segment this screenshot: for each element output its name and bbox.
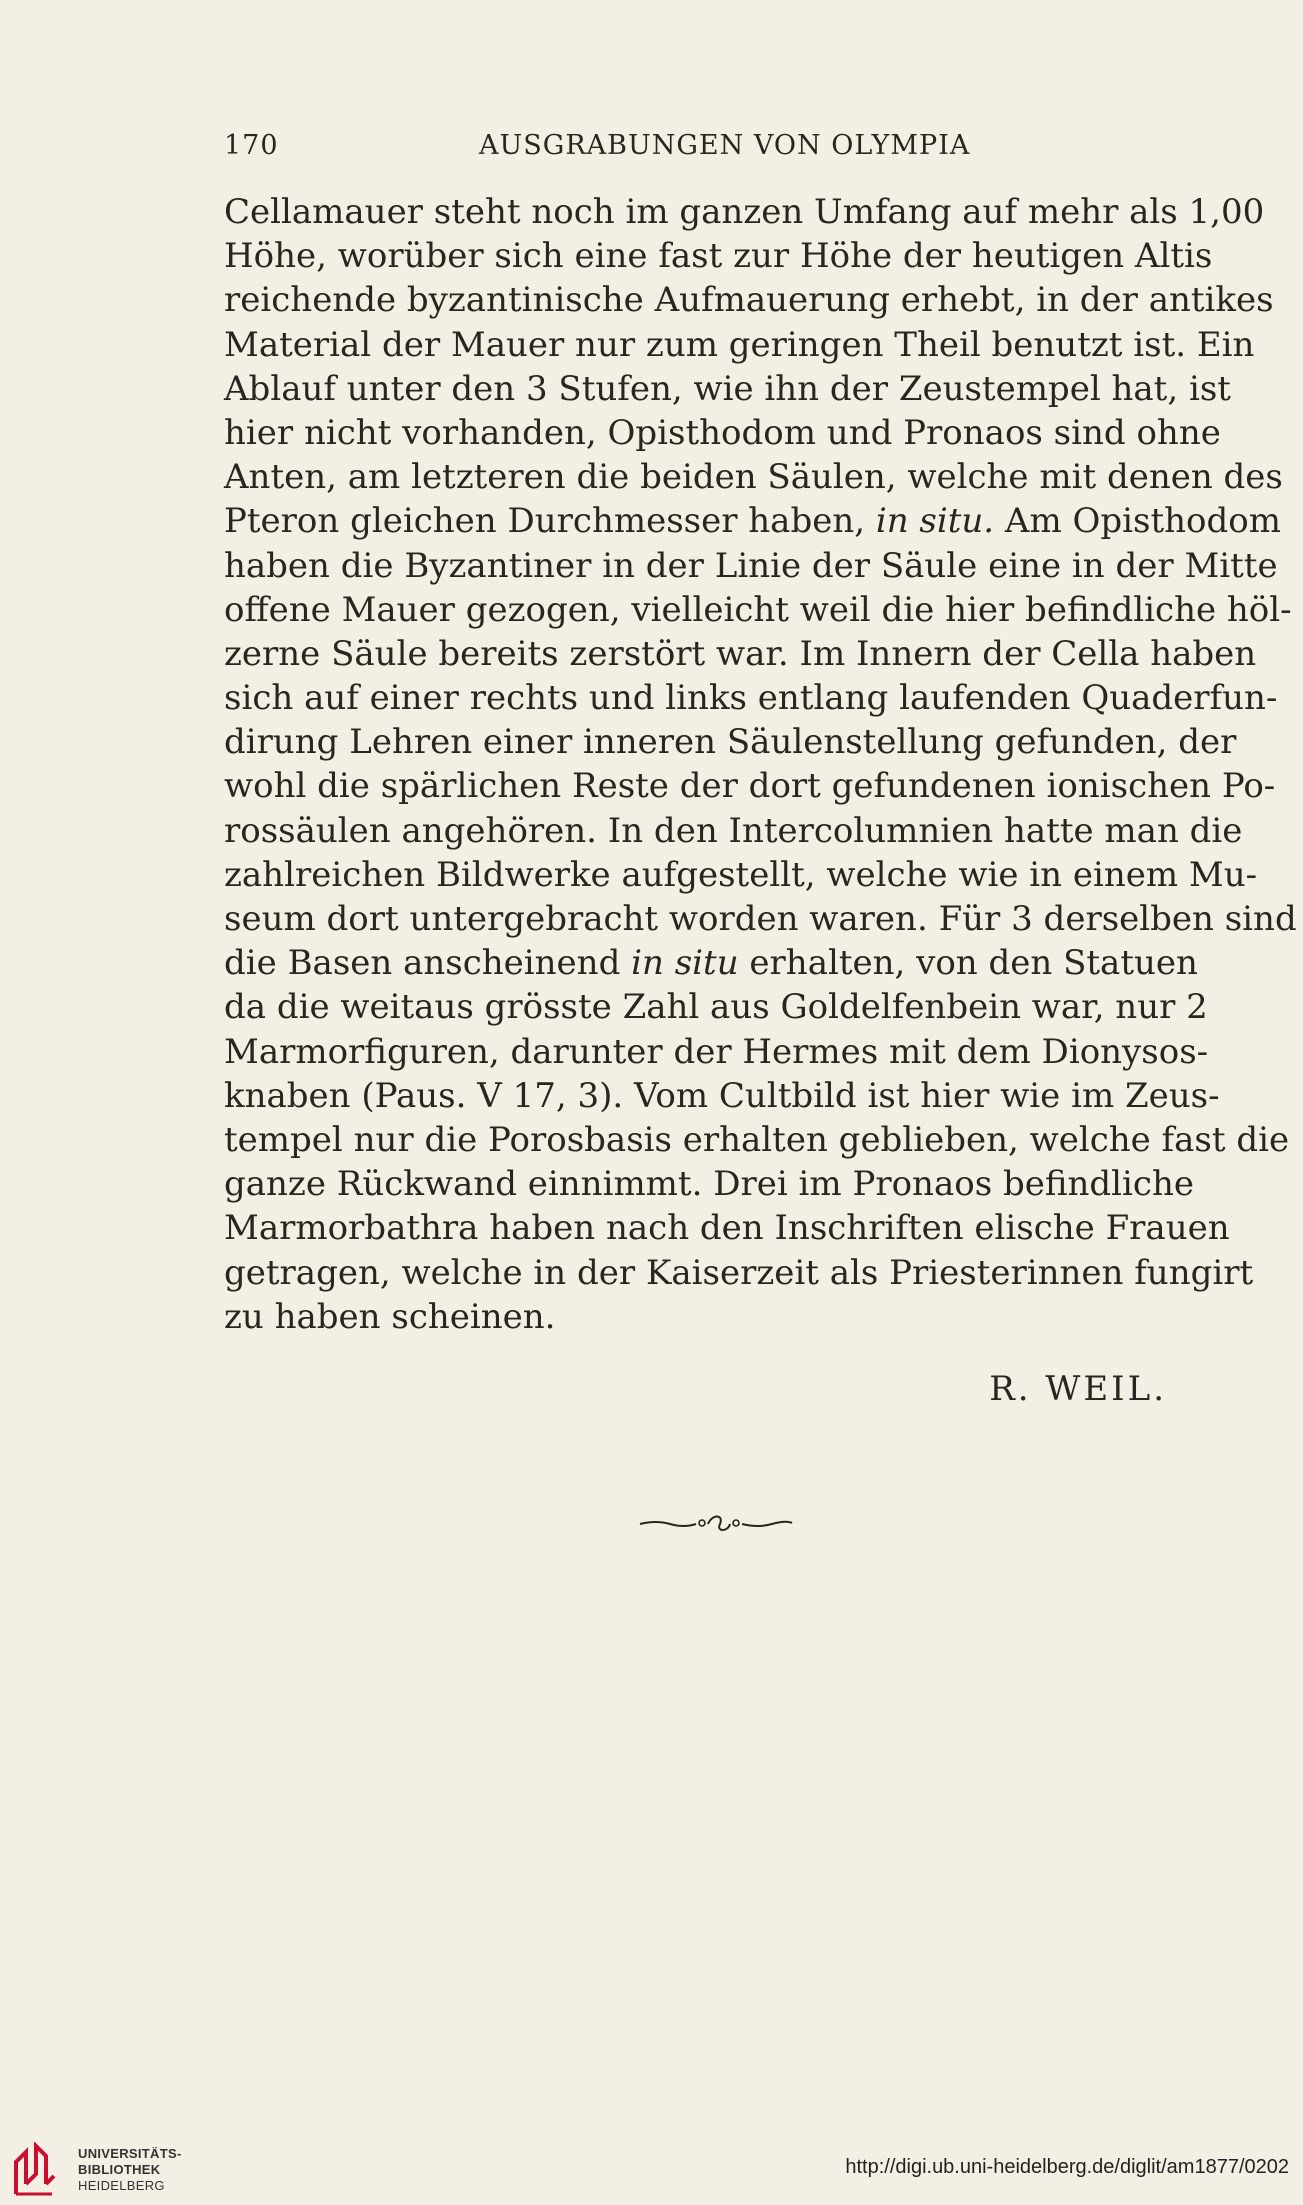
- text-line: Marmorbathra haben nach den Inschriften elische Frauen: [224, 1208, 1230, 1249]
- text-line: rossäulen angehören. In den Intercolumnien hatte man die: [224, 810, 1243, 851]
- text-line: hier nicht vorhanden, Opisthodom und Pronaos sind ohne: [224, 412, 1221, 453]
- text-line: sich auf einer rechts und links entlang laufenden Quaderfun-: [224, 678, 1278, 719]
- text-line: Höhe, worüber sich eine fast zur Höhe der heutigen Altis: [224, 236, 1213, 277]
- text-line: knaben (Paus. V 17, 3). Vom Cultbild ist hier wie im Zeus-: [224, 1075, 1220, 1116]
- library-logo-icon: [12, 2142, 58, 2196]
- library-name: UNIVERSITÄTS- BIBLIOTHEK HEIDELBERG: [78, 2146, 182, 2193]
- text-line: zerne Säule bereits zerstört war. Im Innern der Cella haben: [224, 633, 1257, 674]
- italic-phrase: in situ.: [875, 501, 995, 542]
- text-line: zu haben scheinen.: [224, 1296, 556, 1337]
- source-url[interactable]: http://digi.ub.uni-heidelberg.de/diglit/am1877/0202: [845, 2156, 1289, 2178]
- text-line: reichende byzantinische Aufmauerung erhebt, in der antikes: [224, 280, 1274, 321]
- text-line: dirung Lehren einer inneren Säulenstellung gefunden, der: [224, 722, 1237, 763]
- body-text: [224, 190, 1297, 1339]
- text-line: zahlreichen Bildwerke aufgestellt, welche wie in einem Mu-: [224, 854, 1258, 895]
- italic-phrase: in situ: [631, 943, 739, 984]
- text-line: ganze Rückwand einnimmt. Drei im Pronaos befindliche: [224, 1164, 1194, 1205]
- page-number: 170: [224, 130, 279, 161]
- text-line: Pteron gleichen Durchmesser haben, in situ. Am Opisthodom: [224, 501, 1281, 542]
- running-title: AUSGRABUNGEN VON OLYMPIA: [479, 130, 971, 161]
- text-line: Material der Mauer nur zum geringen Theil benutzt ist. Ein: [224, 324, 1255, 365]
- text-line: tempel nur die Porosbasis erhalten geblieben, welche fast die: [224, 1119, 1290, 1160]
- text-line: Ablauf unter den 3 Stufen, wie ihn der Zeustempel hat, ist: [224, 368, 1231, 409]
- footer: [0, 2140, 1303, 2205]
- text-line: die Basen anscheinend in situ erhalten, von den Statuen: [224, 943, 1198, 984]
- text-line: seum dort untergebracht worden waren. Für 3 derselben sind: [224, 899, 1297, 939]
- text-line: wohl die spärlichen Reste der dort gefundenen ionischen Po-: [224, 766, 1276, 807]
- text-line: Marmorfiguren, darunter der Hermes mit dem Dionysos-: [224, 1031, 1209, 1072]
- text-line: getragen, welche in der Kaiserzeit als Priesterinnen fungirt: [224, 1252, 1254, 1293]
- library-logo: [12, 2140, 182, 2200]
- author-signature: R. WEIL.: [989, 1369, 1167, 1409]
- text-line: offene Mauer gezogen, vielleicht weil die hier befindliche höl-: [224, 589, 1292, 630]
- ornament-divider: [636, 1510, 796, 1534]
- text-line: haben die Byzantiner in der Linie der Säule eine in der Mitte: [224, 545, 1278, 586]
- text-line: da die weitaus grösste Zahl aus Goldelfenbein war, nur 2: [224, 987, 1208, 1028]
- running-head: [224, 130, 1194, 170]
- text-line: Anten, am letzteren die beiden Säulen, welche mit denen des: [224, 457, 1283, 498]
- text-line: Cellamauer steht noch im ganzen Umfang auf mehr als 1,00: [224, 192, 1265, 232]
